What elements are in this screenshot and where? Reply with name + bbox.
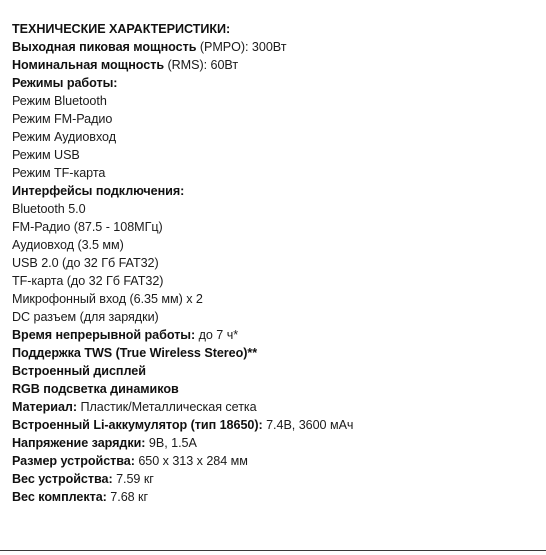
spec-display: Встроенный дисплей — [12, 364, 146, 378]
spec-rgb: RGB подсветка динамиков — [12, 382, 179, 396]
spec-label: Вес устройства: — [12, 472, 113, 486]
spec-value: 7.68 кг — [106, 490, 149, 504]
spec-label: Встроенный Li-аккумулятор (тип 18650): — [12, 418, 263, 432]
spec-peak-power — [12, 38, 353, 56]
interface-item: USB 2.0 (до 32 Гб FAT32) — [12, 256, 159, 270]
spec-label: Номинальная мощность — [12, 58, 165, 72]
spec-charge-voltage — [12, 434, 353, 452]
spec-rated-power — [12, 56, 353, 74]
interface-item: Bluetooth 5.0 — [12, 202, 86, 216]
spec-battery — [12, 416, 353, 434]
interface-item: TF-карта (до 32 Гб FAT32) — [12, 274, 164, 288]
interface-item: DC разъем (для зарядки) — [12, 310, 159, 324]
spec-kit-weight — [12, 488, 353, 506]
spec-heading: ТЕХНИЧЕСКИЕ ХАРАКТЕРИСТИКИ: — [12, 22, 231, 36]
spec-value: 7.4В, 3600 мАч — [262, 418, 354, 432]
spec-value: 9В, 1.5А — [145, 436, 197, 450]
spec-label: Материал: — [12, 400, 78, 414]
interface-item: Аудиовход (3.5 мм) — [12, 238, 124, 252]
mode-item: Режим Bluetooth — [12, 94, 107, 108]
spec-value: до 7 ч* — [195, 328, 239, 342]
spec-material — [12, 398, 353, 416]
spec-label: Выходная пиковая мощность — [12, 40, 197, 54]
spec-value: (PMPO): 300Вт — [196, 40, 287, 54]
spec-value: (RMS): 60Вт — [164, 58, 239, 72]
interface-item: Микрофонный вход (6.35 мм) x 2 — [12, 292, 203, 306]
spec-list — [12, 20, 353, 506]
spec-value: 7.59 кг — [112, 472, 154, 486]
interfaces-heading: Интерфейсы подключения: — [12, 184, 185, 198]
spec-tws: Поддержка TWS (True Wireless Stereo)** — [12, 346, 258, 360]
spec-device-weight — [12, 470, 353, 488]
interface-item: FM-Радио (87.5 - 108МГц) — [12, 220, 163, 234]
mode-item: Режим FM-Радио — [12, 112, 113, 126]
mode-item: Режим USB — [12, 148, 80, 162]
bottom-divider — [0, 550, 546, 551]
spec-value: Пластик/Металлическая сетка — [77, 400, 257, 414]
spec-value: 650 x 313 x 284 мм — [134, 454, 248, 468]
mode-item: Режим TF-карта — [12, 166, 106, 180]
spec-size — [12, 452, 353, 470]
spec-label: Вес комплекта: — [12, 490, 107, 504]
spec-label: Время непрерывной работы: — [12, 328, 196, 342]
spec-label: Размер устройства: — [12, 454, 135, 468]
mode-item: Режим Аудиовход — [12, 130, 117, 144]
spec-runtime — [12, 326, 353, 344]
spec-label: Напряжение зарядки: — [12, 436, 146, 450]
modes-heading: Режимы работы: — [12, 76, 118, 90]
